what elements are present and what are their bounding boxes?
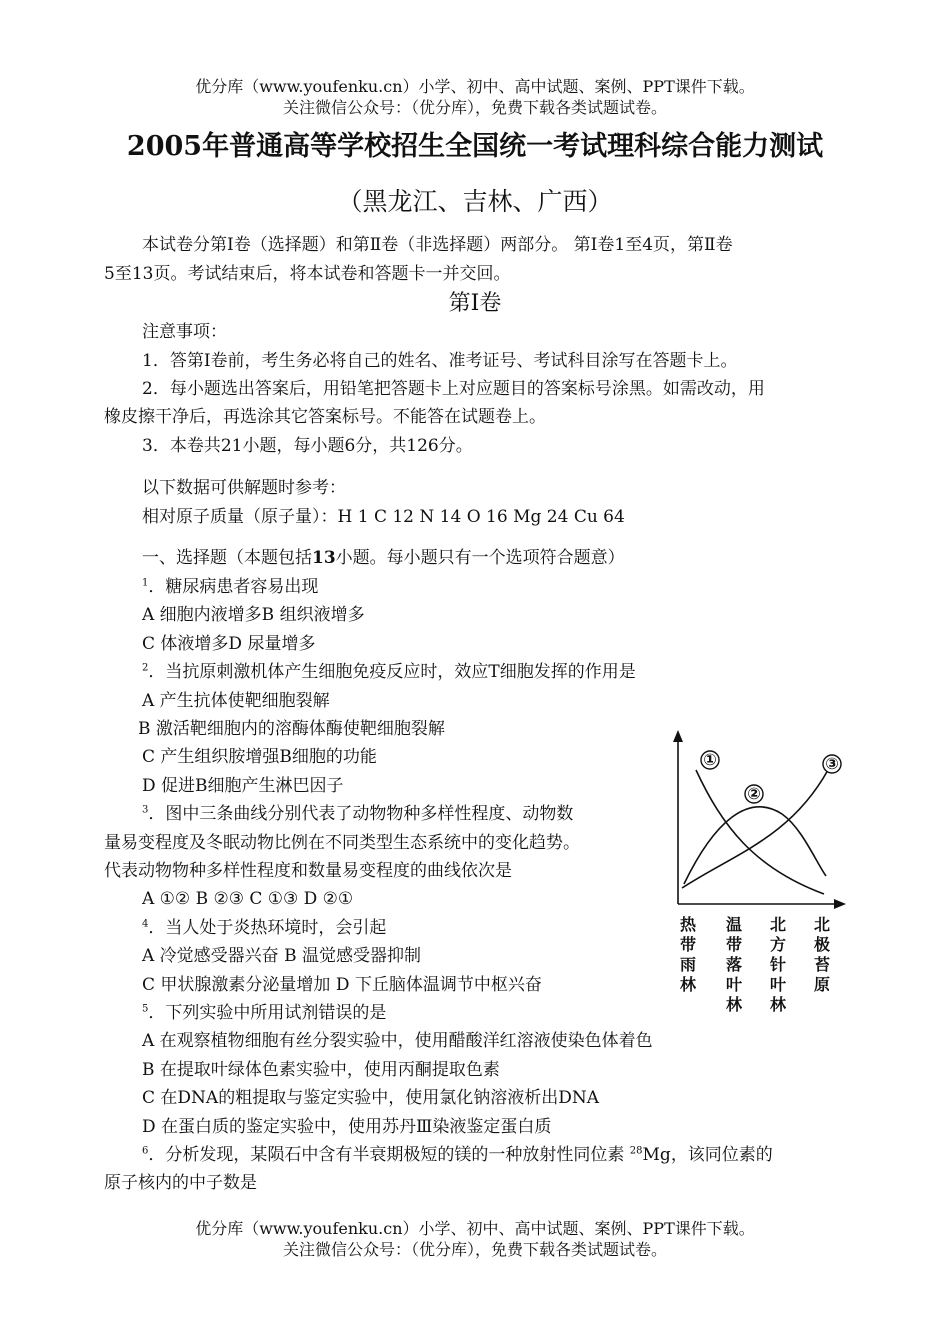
x-category-char: 林 — [769, 995, 787, 1014]
question-3-number: 3 — [142, 804, 149, 816]
x-category-char: 针 — [769, 955, 787, 974]
x-category-char: 热 — [679, 915, 697, 934]
question-2-text: ．当抗原刺激机体产生细胞免疫反应时，效应T细胞发挥的作用是 — [148, 662, 636, 682]
question-4-text: ．当人处于炎热环境时，会引起 — [148, 918, 387, 938]
x-category-char: 温 — [725, 915, 743, 934]
question-4-options-cd: C 甲状腺激素分泌量增加 D 下丘脑体温调节中枢兴奋 — [142, 975, 542, 995]
x-category-char: 带 — [679, 935, 697, 954]
x-category-arctic-tundra — [814, 915, 830, 994]
x-category-char: 雨 — [679, 955, 697, 974]
question-3-stem-line-2: 量易变程度及冬眠动物比例在不同类型生态系统中的变化趋势。 — [104, 833, 580, 853]
question-1-options-ab: A 细胞内液增多B 组织液增多 — [142, 605, 365, 625]
section-count: 13 — [312, 548, 336, 568]
x-category-tropical-rainforest — [680, 915, 697, 994]
curve-1-label — [701, 750, 719, 769]
question-6-text-pre: ．分析发现，某陨石中含有半衰期极短的镁的一种放射性同位素 — [148, 1145, 630, 1165]
question-2-stem — [142, 661, 636, 683]
question-3-text-1: ．图中三条曲线分别代表了动物物种多样性程度、动物数 — [148, 804, 574, 824]
question-1-options-cd: C 体液增多D 尿量增多 — [142, 634, 316, 654]
question-6-text-post: ，该同位素的 — [670, 1145, 773, 1165]
x-category-char: 苔 — [813, 955, 831, 974]
page-title: 2005年普通高等学校招生全国统一考试理科综合能力测试 — [126, 131, 824, 162]
reference-line-2: 相对原子质量（原子量）：H 1 C 12 N 14 O 16 Mg 24 Cu 64 — [142, 507, 625, 527]
x-axis — [678, 899, 846, 909]
y-axis — [673, 730, 683, 904]
question-4-number: 4 — [142, 918, 149, 930]
reference-line-1: 以下数据可供解题时参考： — [142, 478, 346, 498]
y-axis-arrow-icon — [673, 730, 683, 742]
notes-heading: 注意事项： — [142, 322, 227, 342]
question-1-text: ．糖尿病患者容易出现 — [148, 577, 319, 597]
question-6-number: 6 — [142, 1145, 149, 1157]
question-5-option-a: A 在观察植物细胞有丝分裂实验中，使用醋酸洋红溶液使染色体着色 — [142, 1031, 653, 1051]
header-line-1: 优分库（www.youfenku.cn）小学、初中、高中试题、案例、PPT课件下载。 — [195, 77, 755, 96]
question-5-number: 5 — [142, 1003, 149, 1015]
isotope-element: Mg — [642, 1145, 671, 1165]
question-3-stem-line-3: 代表动物物种多样性程度和数量易变程度的曲线依次是 — [104, 861, 512, 881]
question-6-stem-line-1 — [142, 1144, 773, 1166]
page-subtitle: （黑龙江、吉林、广西） — [337, 187, 613, 216]
x-category-char: 北 — [813, 915, 831, 934]
question-5-option-d: D 在蛋白质的鉴定实验中，使用苏丹Ⅲ染液鉴定蛋白质 — [142, 1117, 552, 1137]
x-category-char: 叶 — [769, 975, 787, 994]
x-category-char: 原 — [813, 975, 831, 994]
x-category-char: 北 — [769, 915, 787, 934]
question-2-option-d: D 促进B细胞产生淋巴因子 — [142, 776, 344, 796]
question-6-stem-line-2: 原子核内的中子数是 — [104, 1173, 257, 1193]
note-3: 3．本卷共21小题，每小题6分，共126分。 — [142, 436, 473, 456]
x-category-char: 叶 — [725, 975, 743, 994]
question-4-options-ab: A 冷觉感受器兴奋 B 温觉感受器抑制 — [142, 946, 421, 966]
curve-2-label — [745, 784, 763, 803]
question-3-stem-line-1 — [142, 803, 573, 825]
intro-line-2: 5至13页。考试结束后，将本试卷和答题卡一并交回。 — [104, 264, 511, 284]
question-5-option-b: B 在提取叶绿体色素实验中，使用丙酮提取色素 — [142, 1060, 500, 1080]
volume-title: 第I卷 — [448, 291, 502, 316]
question-5-stem — [142, 1002, 386, 1024]
question-2-option-a: A 产生抗体使靶细胞裂解 — [142, 691, 330, 711]
curve-3-label-text: ③ — [825, 754, 839, 773]
question-5-option-c: C 在DNA的粗提取与鉴定实验中，使用氯化钠溶液析出DNA — [142, 1088, 599, 1108]
section-heading — [142, 547, 625, 569]
curve-2-label-text: ② — [747, 784, 761, 803]
x-category-boreal-coniferous-forest — [770, 915, 787, 1014]
note-2-line-1: 2．每小题选出答案后，用铅笔把答题卡上对应题目的答案标号涂黑。如需改动，用 — [142, 379, 765, 399]
x-category-char: 林 — [725, 995, 743, 1014]
question-1-number: 1 — [142, 577, 149, 589]
question-1-stem — [142, 576, 318, 598]
ecosystem-trend-figure — [662, 726, 846, 1026]
x-category-char: 落 — [725, 955, 743, 974]
question-5-text: ．下列实验中所用试剂错误的是 — [148, 1003, 387, 1023]
footer-line-1: 优分库（www.youfenku.cn）小学、初中、高中试题、案例、PPT课件下载。 — [195, 1219, 755, 1238]
question-2-option-b: B 激活靶细胞内的溶酶体酶使靶细胞裂解 — [138, 719, 445, 739]
x-category-char: 带 — [725, 935, 743, 954]
intro-line-1: 本试卷分第Ⅰ卷（选择题）和第Ⅱ卷（非选择题）两部分。 第Ⅰ卷1至4页，第Ⅱ卷 — [142, 235, 733, 255]
footer-line-2: 关注微信公众号：（优分库），免费下载各类试题试卷。 — [282, 1240, 667, 1259]
note-1: 1．答第I卷前，考生务必将自己的姓名、准考证号、考试科目涂写在答题卡上。 — [142, 351, 738, 371]
x-category-char: 极 — [813, 935, 831, 954]
x-category-char: 方 — [769, 935, 787, 954]
x-category-temperate-deciduous-forest — [726, 915, 743, 1014]
question-2-option-c: C 产生组织胺增强B细胞的功能 — [142, 747, 377, 767]
question-2-number: 2 — [142, 662, 149, 674]
section-pre: 一、选择题（本题包括 — [142, 548, 312, 568]
curve-3-label — [823, 754, 841, 773]
question-4-stem — [142, 917, 386, 939]
header-line-2: 关注微信公众号：（优分库），免费下载各类试题试卷。 — [282, 98, 667, 117]
x-axis-arrow-icon — [834, 899, 846, 909]
x-category-char: 林 — [679, 975, 697, 994]
note-2-line-2: 橡皮擦干净后，再选涂其它答案标号。不能答在试题卷上。 — [104, 407, 546, 427]
isotope-mass-number: 28 — [629, 1145, 643, 1157]
curve-1-label-text: ① — [703, 750, 717, 769]
question-3-options: A ①② B ②③ C ①③ D ②① — [142, 889, 354, 909]
section-post: 小题。每小题只有一个选项符合题意） — [335, 548, 625, 568]
